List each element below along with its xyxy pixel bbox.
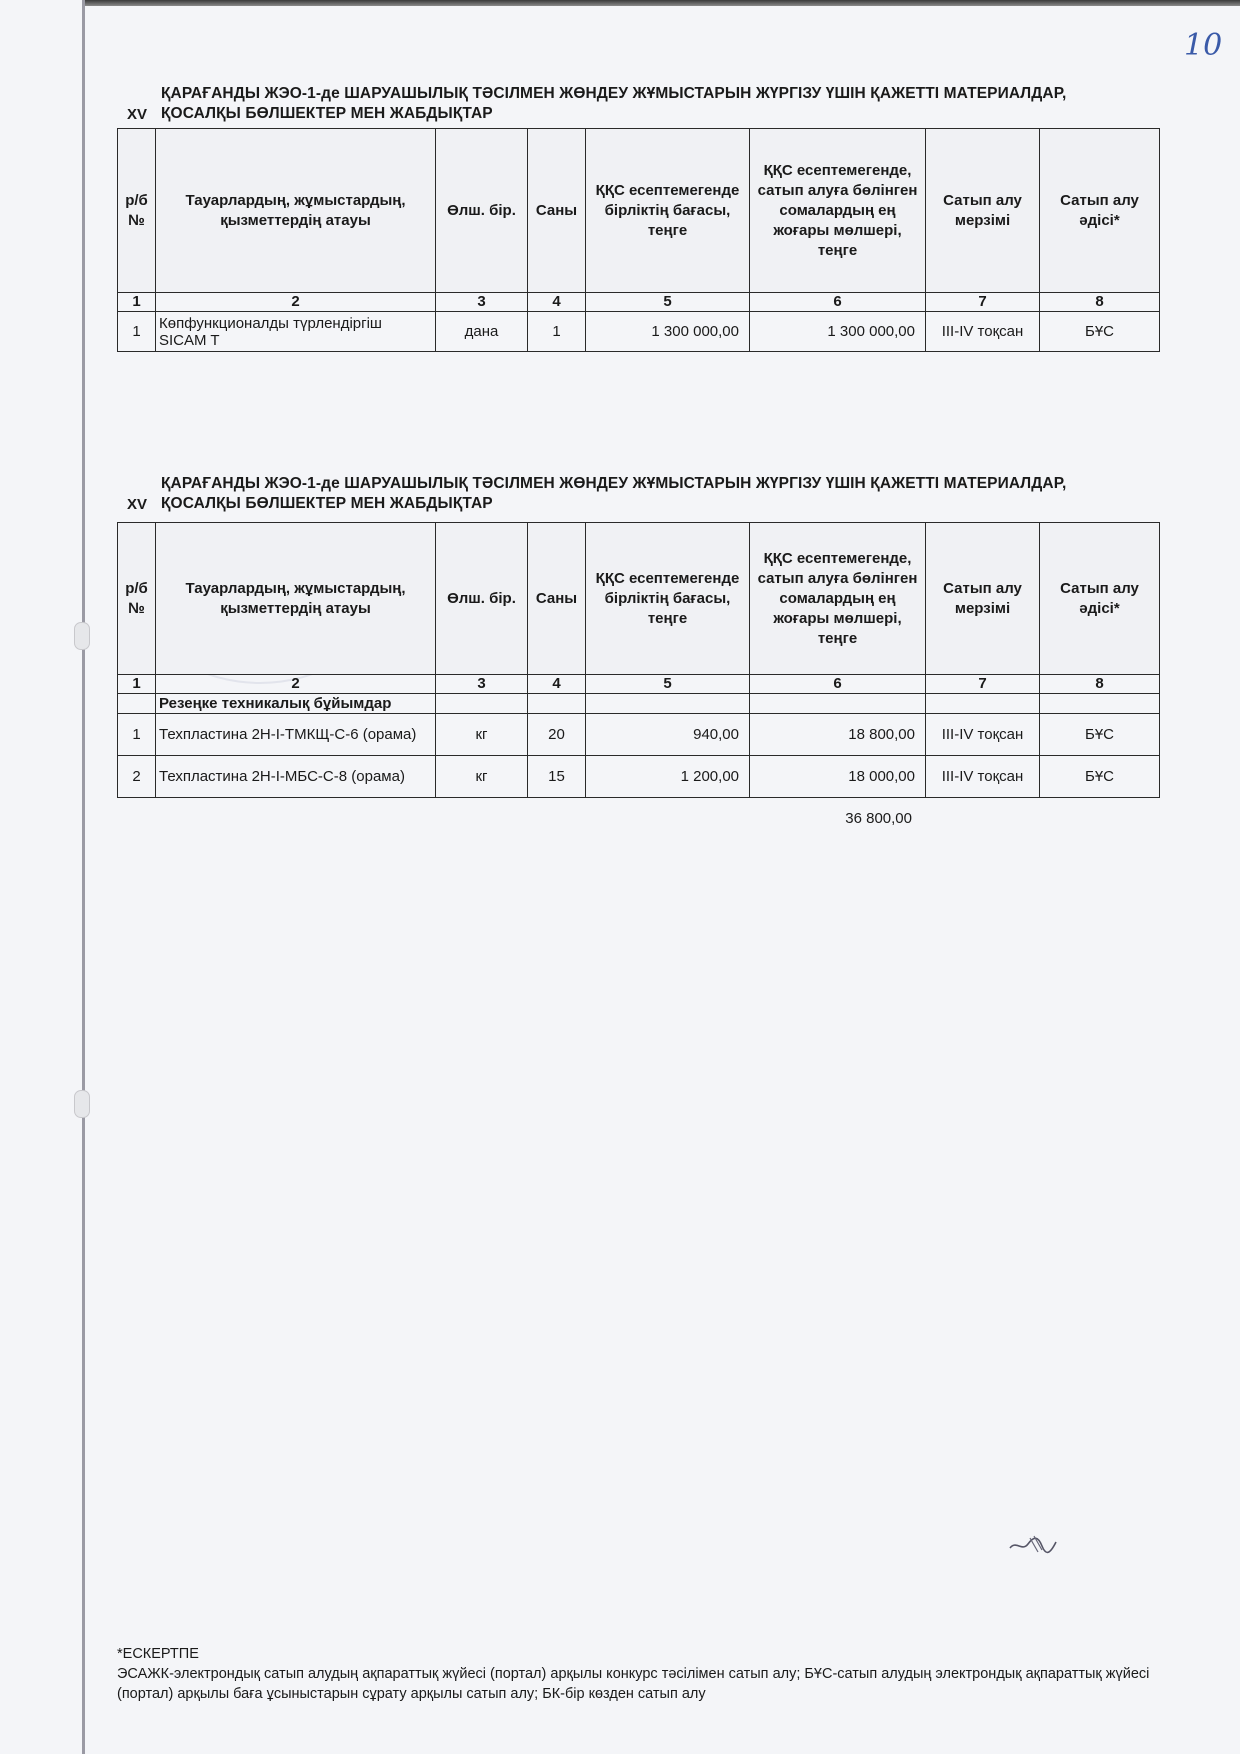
section-title: ҚАРАҒАНДЫ ЖЭО-1-де ШАРУАШЫЛЫҚ ТӘСІЛМЕН ЖӨНДЕУ ЖҰМЫСТАРЫН ЖҮРГІЗУ ҮШІН ҚАЖЕТТІ МАТЕРИАЛДАР, ҚОСАЛҚЫ БӨЛШЕКТЕР МЕН ЖАБДЫҚТАР [161,85,1067,122]
header-quantity: Саны [528,129,586,293]
column-number-row: 1 2 3 4 5 6 7 8 [118,293,1160,312]
table-row [118,312,1160,352]
section-1 [117,84,1159,352]
procurement-table [117,522,1160,798]
header-method: Сатып алу әдісі* [1040,523,1160,675]
header-term: Сатып алу мерзімі [926,129,1040,293]
section-heading [117,84,1159,130]
table-header-row [118,129,1160,293]
procurement-table [117,128,1160,352]
header-quantity: Саны [528,523,586,675]
cell-method: БҰС [1040,756,1160,798]
cell-term: III-IV тоқсан [926,756,1040,798]
header-unit: Өлш. бір. [436,129,528,293]
cell-method: БҰС [1040,312,1160,352]
handwritten-page-number: 10 [1184,28,1223,63]
cell-max-amount: 18 000,00 [750,756,926,798]
header-unit-price: ҚҚС есептемегенде бірліктің бағасы, теңге [586,523,750,675]
header-unit: Өлш. бір. [436,523,528,675]
category-label: Резеңке техникалық бұйымдар [156,694,436,714]
punch-hole [74,622,90,650]
cell-quantity: 20 [528,714,586,756]
cell-row-number: 2 [118,756,156,798]
section-number: XV [127,106,148,123]
cell-item-name: Техпластина 2Н-I-МБС-С-8 (орама) [156,756,436,798]
signature-mark [1008,1530,1058,1565]
cell-term: III-IV тоқсан [926,312,1040,352]
cell-unit-price: 1 300 000,00 [586,312,750,352]
header-row-number: р/б № [118,129,156,293]
section-2 [117,474,1159,798]
cell-quantity: 15 [528,756,586,798]
footnote-text: ЭСАЖК-электрондық сатып алудың ақпараттық жүйесі (портал) арқылы конкурс тәсілімен сатып алу; БҰС-сатып алудың электрондық ақпараттық жүйесі (портал) арқылы баға ұсыныстарын сұрату арқылы сатып алу; БК-бір көзден сатып алу [117,1666,1150,1702]
header-item-name: Тауарлардың, жұмыстардың, қызметтердің атауы [156,523,436,675]
cell-unit: кг [436,714,528,756]
category-row [118,694,1160,714]
punch-hole [74,1090,90,1118]
header-row-number: р/б № [118,523,156,675]
header-term: Сатып алу мерзімі [926,523,1040,675]
section-title: ҚАРАҒАНДЫ ЖЭО-1-де ШАРУАШЫЛЫҚ ТӘСІЛМЕН ЖӨНДЕУ ЖҰМЫСТАРЫН ЖҮРГІЗУ ҮШІН ҚАЖЕТТІ МАТЕРИАЛДАР, ҚОСАЛҚЫ БӨЛШЕКТЕР МЕН ЖАБДЫҚТАР [161,475,1067,512]
cell-item-name: Техпластина 2Н-I-ТМКЩ-С-6 (орама) [156,714,436,756]
header-unit-price: ҚҚС есептемегенде бірліктің бағасы, теңге [586,129,750,293]
header-item-name: Тауарлардың, жұмыстардың, қызметтердің атауы [156,129,436,293]
header-max-amount: ҚҚС есептемегенде, сатып алуға бөлінген сомалардың ең жоғары мөлшері, теңге [750,129,926,293]
cell-row-number: 1 [118,714,156,756]
section-total: 36 800,00 [845,810,912,827]
cell-unit-price: 940,00 [586,714,750,756]
column-number-row: 1 2 3 4 5 6 7 8 [118,675,1160,694]
footnote-title: *ЕСКЕРТПЕ [117,1646,199,1662]
table-row [118,756,1160,798]
cell-row-number: 1 [118,312,156,352]
header-method: Сатып алу әдісі* [1040,129,1160,293]
header-max-amount: ҚҚС есептемегенде, сатып алуға бөлінген сомалардың ең жоғары мөлшері, теңге [750,523,926,675]
cell-max-amount: 18 800,00 [750,714,926,756]
page-binding-edge [82,0,85,1754]
cell-unit-price: 1 200,00 [586,756,750,798]
cell-term: III-IV тоқсан [926,714,1040,756]
cell-method: БҰС [1040,714,1160,756]
cell-unit: дана [436,312,528,352]
cell-quantity: 1 [528,312,586,352]
table-header-row [118,523,1160,675]
cell-max-amount: 1 300 000,00 [750,312,926,352]
page-top-edge [82,0,1240,6]
table-row [118,714,1160,756]
footnote [117,1644,1177,1704]
section-number: XV [127,496,148,513]
cell-item-name: Көпфункционалды түрлендіргіш SICAM T [156,312,436,352]
section-heading [117,474,1159,520]
cell-unit: кг [436,756,528,798]
